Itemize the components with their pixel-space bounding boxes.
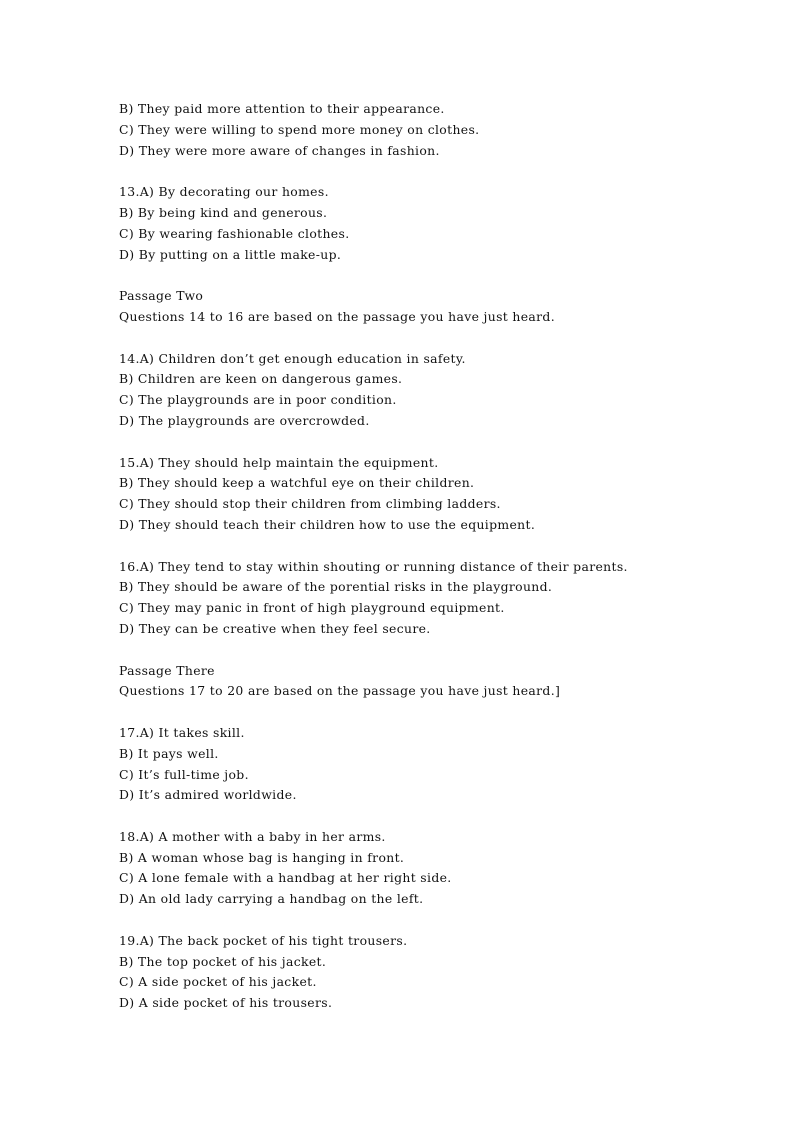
passage-two-header [119, 286, 759, 328]
option-d: D) By putting on a little make-up. [119, 246, 342, 262]
question-16-option-a: 16.A) They tend to stay within shouting or running distance of their parents. [119, 558, 628, 574]
spacer [119, 161, 759, 182]
option-c: C) It’s full-time job. [119, 766, 249, 782]
question-16 [119, 557, 759, 640]
question-18 [119, 827, 759, 910]
option-b: B) They paid more attention to their appearance. [119, 101, 445, 116]
option-c: C) A side pocket of his jacket. [119, 974, 317, 990]
option-c: C) They may panic in front of high playground equipment. [119, 600, 505, 616]
spacer [119, 432, 759, 453]
passage-title: Passage Two [119, 288, 204, 304]
question-13 [119, 182, 759, 265]
question-14-option-a: 14.A) Children don’t get enough education in safety. [119, 350, 466, 366]
document-content [119, 99, 759, 1014]
option-d: D) It’s admired worldwide. [119, 787, 297, 803]
option-b: B) They should be aware of the porential risks in the playground. [119, 579, 553, 595]
spacer [119, 806, 759, 827]
question-19-option-a: 19.A) The back pocket of his tight trousers. [119, 932, 408, 948]
option-d: D) An old lady carrying a handbag on the left. [119, 891, 424, 907]
question-12-continued [119, 99, 759, 161]
option-d: D) The playgrounds are overcrowded. [119, 412, 370, 428]
option-b: B) A woman whose bag is hanging in front. [119, 849, 405, 865]
question-17-option-a: 17.A) It takes skill. [119, 724, 245, 740]
question-18-option-a: 18.A) A mother with a baby in her arms. [119, 828, 386, 844]
option-d: D) A side pocket of his trousers. [119, 995, 333, 1011]
option-b: B) Children are keen on dangerous games. [119, 371, 403, 387]
option-b: B) The top pocket of his jacket. [119, 953, 327, 969]
question-19 [119, 931, 759, 1014]
passage-three-header [119, 661, 759, 703]
option-d: D) They should teach their children how to use the equipment. [119, 516, 536, 532]
question-17 [119, 723, 759, 806]
spacer [119, 640, 759, 661]
passage-title: Passage There [119, 662, 215, 678]
passage-instruction: Questions 14 to 16 are based on the passage you have just heard. [119, 308, 556, 324]
spacer [119, 265, 759, 286]
option-c: C) A lone female with a handbag at her right side. [119, 870, 452, 886]
question-13-option-a: 13.A) By decorating our homes. [119, 184, 329, 200]
question-15-option-a: 15.A) They should help maintain the equipment. [119, 454, 439, 470]
spacer [119, 702, 759, 723]
option-c: C) They should stop their children from climbing ladders. [119, 496, 501, 512]
spacer [119, 910, 759, 931]
option-c: C) By wearing fashionable clothes. [119, 225, 350, 241]
spacer [119, 536, 759, 557]
option-c: C) They were willing to spend more money on clothes. [119, 121, 480, 137]
spacer [119, 328, 759, 349]
question-15 [119, 453, 759, 536]
option-b: B) By being kind and generous. [119, 204, 328, 220]
question-14 [119, 349, 759, 432]
option-b: B) They should keep a watchful eye on their children. [119, 475, 475, 491]
option-c: C) The playgrounds are in poor condition. [119, 392, 397, 408]
option-d: D) They were more aware of changes in fashion. [119, 142, 440, 158]
passage-instruction: Questions 17 to 20 are based on the passage you have just heard.] [119, 683, 561, 699]
option-d: D) They can be creative when they feel secure. [119, 620, 431, 636]
option-b: B) It pays well. [119, 745, 219, 761]
